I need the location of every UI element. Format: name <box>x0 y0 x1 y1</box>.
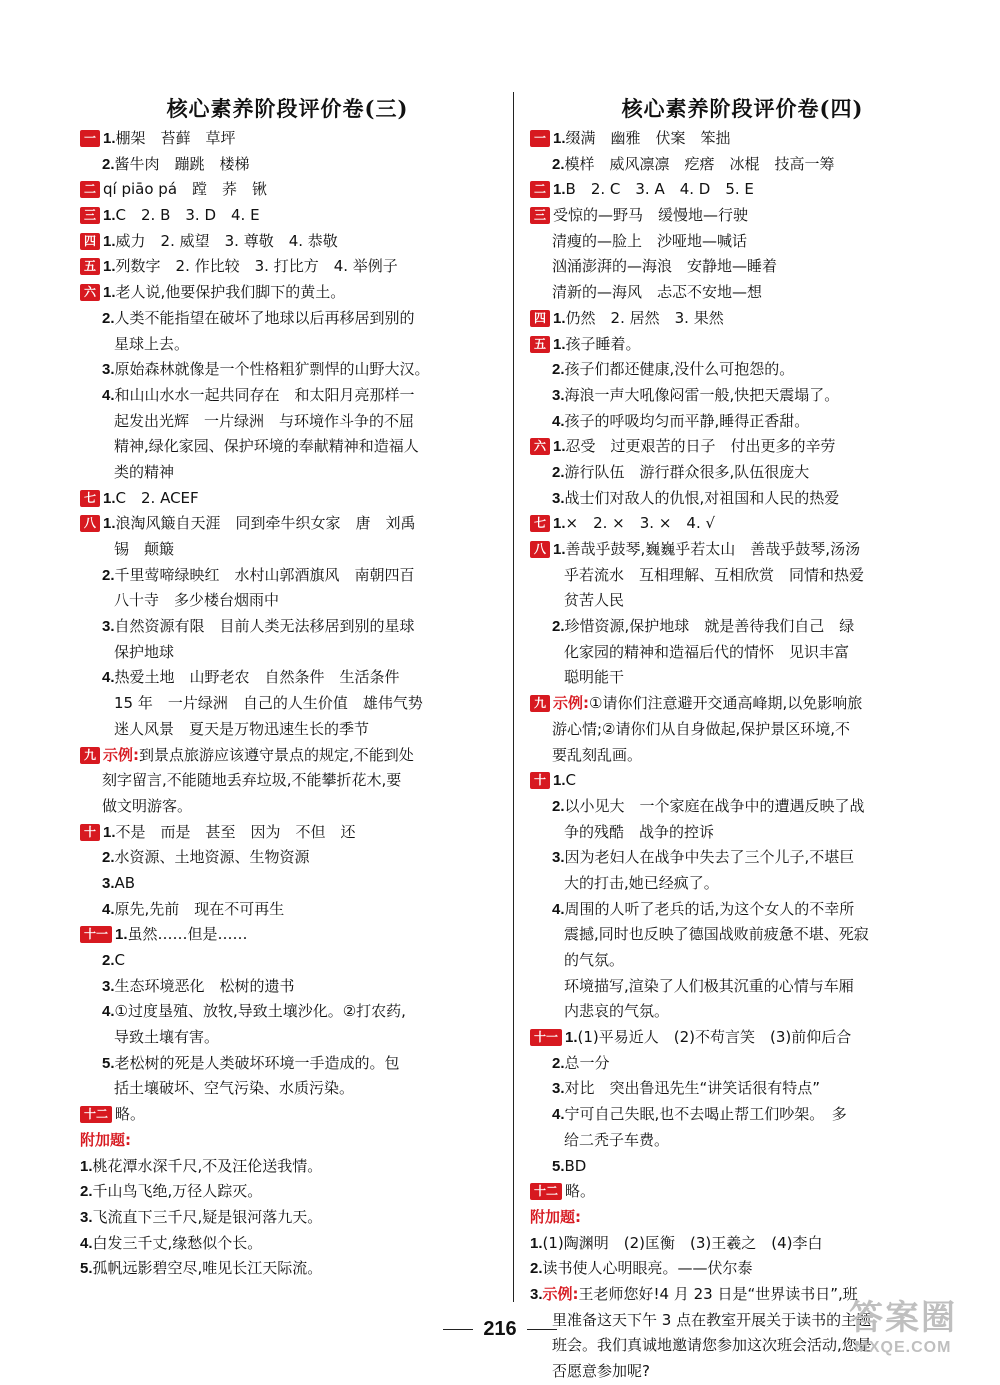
answer-text: 要乱刻乱画。 <box>552 745 643 764</box>
answer-line <box>80 1205 495 1231</box>
section-badge: 八 <box>80 515 100 532</box>
answer-line <box>80 588 495 614</box>
answer-text: 模样 威风凛凛 疙瘩 冰棍 技高一筹 <box>564 154 835 173</box>
answer-text: 对比 突出鲁迅先生“讲笑话很有特点” <box>564 1079 821 1098</box>
answer-text: 仍然 2. 居然 3. 果然 <box>565 308 724 327</box>
answer-text: 桃花潭水深千尺,不及汪伦送我情。 <box>92 1156 323 1175</box>
answer-text: 读书使人心明眼亮。——伏尔泰 <box>542 1259 753 1278</box>
question-number: 1. <box>553 309 566 327</box>
section-badge: 九 <box>530 695 550 712</box>
question-number: 1. <box>103 489 116 507</box>
answer-text: 的气氛。 <box>564 951 625 969</box>
answer-text: × 2. × 3. × 4. √ <box>565 514 716 533</box>
answer-text: 略。 <box>115 1105 146 1124</box>
answer-line <box>530 280 955 306</box>
question-number: 1. <box>565 1029 578 1047</box>
watermark-logo <box>828 1297 978 1367</box>
answer-text: 里准备这天下午 3 点在教室开展关于读书的主题 <box>552 1310 872 1329</box>
answer-text: ①过度垦殖、放牧,导致土壤沙化。②打农药, <box>114 1002 406 1021</box>
answer-text: 受惊的—野马 缓慢地—行驶 <box>553 206 749 225</box>
answer-line <box>80 871 495 897</box>
answer-text: 游行队伍 游行群众很多,队伍很庞大 <box>564 462 810 481</box>
section-badge: 七 <box>530 515 550 532</box>
answer-line <box>80 357 495 383</box>
answer-text: 热爱土地 山野老农 自然条件 生活条件 <box>114 668 400 687</box>
answer-line <box>530 588 955 614</box>
question-number: 5. <box>552 1157 565 1175</box>
answer-line <box>530 999 955 1025</box>
page-number-text: 216 <box>483 1318 517 1340</box>
section-badge: 四 <box>530 310 550 327</box>
answer-line <box>80 563 495 589</box>
answer-line <box>80 845 495 871</box>
answer-line <box>530 332 955 358</box>
answer-line <box>80 820 495 846</box>
answer-line <box>80 126 495 152</box>
answer-text: 导致土壤有害。 <box>114 1028 220 1047</box>
answer-line <box>530 383 955 409</box>
section-badge: 一 <box>530 130 550 147</box>
answer-line <box>530 871 955 897</box>
answer-text: B 2. C 3. A 4. D 5. E <box>565 180 754 199</box>
question-number: 3. <box>80 1208 93 1226</box>
answer-line <box>530 537 955 563</box>
answer-line <box>530 897 955 923</box>
column-divider <box>513 92 514 1302</box>
answer-line <box>530 409 955 435</box>
answer-line <box>530 1128 955 1154</box>
answer-line <box>530 486 955 512</box>
question-number: 4. <box>102 1003 115 1021</box>
watermark-logo-top: 答案圈 <box>849 1299 957 1337</box>
answer-text: 孩子睡着。 <box>565 334 641 353</box>
answer-text: 保护地球 <box>114 642 175 661</box>
answer-line <box>530 1051 955 1077</box>
answer-text: 精神,绿化家园、保护环境的奉献精神和造福人 <box>114 437 419 456</box>
answer-text: 酱牛肉 蹦跳 楼梯 <box>114 154 250 173</box>
page-number-dash-left <box>443 1329 473 1330</box>
answer-line <box>80 665 495 691</box>
left-column <box>80 92 495 1282</box>
answer-text: 原先,先前 现在不可再生 <box>114 899 285 918</box>
answer-text: (1)陶渊明 (2)匡衡 (3)王羲之 (4)李白 <box>542 1233 823 1252</box>
section-badge: 四 <box>80 233 100 250</box>
answer-text: 略。 <box>565 1182 596 1201</box>
answer-line <box>80 999 495 1025</box>
question-number: 2. <box>552 155 565 173</box>
question-number: 1. <box>530 1234 543 1252</box>
answer-text: 战士们对敌人的仇恨,对祖国和人民的热爱 <box>564 488 840 507</box>
answer-text: 否愿意参加呢? <box>552 1362 650 1380</box>
answer-text: 老人说,他要保护我们脚下的黄土。 <box>115 283 346 302</box>
question-number: 2. <box>102 952 115 969</box>
answer-text: 给二秃子车费。 <box>564 1130 670 1149</box>
right-answer-list <box>530 126 955 1385</box>
answer-line <box>80 486 495 512</box>
question-number: 3. <box>102 874 115 892</box>
answer-text: 老松树的死是人类破坏环境一手造成的。包 <box>114 1053 400 1072</box>
answer-line <box>530 460 955 486</box>
answer-line <box>530 152 955 178</box>
question-number: 4. <box>552 900 565 918</box>
answer-line <box>80 794 495 820</box>
answer-line <box>530 768 955 794</box>
extra-questions-heading: 附加题: <box>80 1130 131 1149</box>
answer-line <box>530 563 955 589</box>
question-number: 3. <box>102 361 115 379</box>
answer-text: 大的打击,她已经疯了。 <box>564 873 719 892</box>
answer-line <box>530 126 955 152</box>
answer-text: 缀满 幽雅 伏案 笨拙 <box>565 129 731 147</box>
answer-line <box>80 640 495 666</box>
answer-line <box>530 1025 955 1051</box>
answer-line <box>80 743 495 769</box>
answer-text: 内悲哀的气氛。 <box>564 1002 670 1021</box>
answer-text: 人类不能指望在破坏了地球以后再移居到别的 <box>114 308 415 327</box>
answer-line <box>80 897 495 923</box>
question-number: 3. <box>552 849 565 867</box>
answer-line <box>80 409 495 435</box>
section-badge: 十二 <box>80 1106 112 1123</box>
answer-text: 孩子的呼吸均匀而平静,睡得正香甜。 <box>564 411 810 430</box>
section-badge: 二 <box>530 181 550 198</box>
question-number: 1. <box>553 181 566 199</box>
question-number: 1. <box>553 515 566 533</box>
answer-line <box>530 948 955 974</box>
answer-line <box>80 434 495 460</box>
answer-line <box>80 717 495 743</box>
answer-text: 总一分 <box>564 1053 610 1072</box>
example-label: 示例: <box>553 694 590 713</box>
answer-line <box>80 1256 495 1282</box>
answer-text: 迷人风景 夏天是万物迅速生长的季节 <box>114 719 370 738</box>
answer-text: 乎若流水 互相理解、互相欣赏 同情和热爱 <box>564 565 865 584</box>
answer-text: 宁可自己失眠,也不去喝止帮工们吵架。 多 <box>564 1105 847 1124</box>
question-number: 4. <box>102 386 115 404</box>
answer-text: 王老师您好!4 月 23 日是“世界读书日”,班 <box>578 1284 858 1303</box>
answer-line <box>530 794 955 820</box>
answer-line <box>80 1179 495 1205</box>
answer-text: 威力 2. 威望 3. 尊敬 4. 恭敬 <box>115 231 338 250</box>
answer-text: 周围的人听了老兵的话,为这个女人的不幸所 <box>564 899 855 918</box>
answer-line <box>80 460 495 486</box>
question-number: 2. <box>80 1183 93 1201</box>
answer-text: ①请你们注意避开交通高峰期,以免影响旅 <box>589 694 863 713</box>
answer-text: 虽然……但是…… <box>127 925 248 944</box>
answer-line <box>530 1102 955 1128</box>
answer-text: 棚架 苔藓 草坪 <box>115 129 236 147</box>
answer-line <box>80 306 495 332</box>
answer-line <box>80 1051 495 1077</box>
question-number: 3. <box>552 489 565 507</box>
section-badge: 六 <box>80 284 100 301</box>
question-number: 1. <box>115 926 128 944</box>
answer-text: 括土壤破坏、空气污染、水质污染。 <box>114 1079 355 1098</box>
answer-text: 千山鸟飞绝,万径人踪灭。 <box>92 1182 263 1201</box>
answer-line <box>80 383 495 409</box>
answer-line <box>530 974 955 1000</box>
answer-line <box>530 691 955 717</box>
question-number: 1. <box>103 515 116 533</box>
answer-text: AB <box>114 873 136 892</box>
answer-text: 汹涌澎湃的—海浪 安静地—睡着 <box>552 257 778 276</box>
section-badge: 三 <box>530 207 550 224</box>
answer-text: 海浪一声大吼像闷雷一般,快把天震塌了。 <box>564 385 840 404</box>
answer-text: 星球上去。 <box>114 334 190 353</box>
question-number: 4. <box>80 1234 93 1252</box>
question-number: 5. <box>102 1054 115 1072</box>
answer-line <box>80 280 495 306</box>
answer-text: 类的精神 <box>114 462 175 481</box>
answer-line <box>530 665 955 691</box>
answer-line <box>80 1025 495 1051</box>
answer-line <box>530 1154 955 1180</box>
right-title: 核心素养阶段评价卷(四) <box>621 96 864 121</box>
question-number: 1. <box>103 232 116 250</box>
answer-line <box>80 152 495 178</box>
answer-text: 做文明游客。 <box>102 796 193 815</box>
answer-text: 15 年 一片绿洲 自己的人生价值 雄伟气势 <box>114 694 423 713</box>
answer-text: 八十寺 多少楼台烟雨中 <box>114 591 280 610</box>
answer-text: 清瘦的—脸上 沙哑地—喊话 <box>552 231 748 250</box>
answer-line <box>530 434 955 460</box>
question-number: 2. <box>552 361 565 379</box>
answer-line <box>530 845 955 871</box>
question-number: 2. <box>530 1260 543 1278</box>
question-number: 3. <box>552 1080 565 1098</box>
question-number: 1. <box>103 130 116 147</box>
section-badge: 六 <box>530 438 550 455</box>
answer-text: BD <box>564 1156 587 1175</box>
answer-text: 孩子们都还健康,没什么可抱怨的。 <box>564 360 795 379</box>
section-badge: 九 <box>80 747 100 764</box>
question-number: 4. <box>552 1106 565 1124</box>
answer-text: 忍受 过更艰苦的日子 付出更多的辛劳 <box>565 437 836 456</box>
answer-text: 以小见大 一个家庭在战争中的遭遇反映了战 <box>564 796 865 815</box>
answer-line <box>80 203 495 229</box>
question-number: 2. <box>552 618 565 636</box>
answer-line <box>530 511 955 537</box>
section-badge: 七 <box>80 490 100 507</box>
answer-line <box>80 511 495 537</box>
answer-line <box>530 203 955 229</box>
answer-line <box>80 1102 495 1128</box>
answer-text: 因为老妇人在战争中失去了三个儿子,不堪巨 <box>564 848 855 867</box>
answer-line <box>530 743 955 769</box>
answer-text: 千里莺啼绿映红 水村山郭酒旗风 南朝四百 <box>114 565 415 584</box>
question-number: 1. <box>553 130 566 147</box>
answer-line <box>530 640 955 666</box>
section-badge: 二 <box>80 181 100 198</box>
answer-line <box>530 177 955 203</box>
answer-line <box>530 820 955 846</box>
answer-text: 珍惜资源,保护地球 就是善待我们自己 绿 <box>564 617 855 636</box>
question-number: 2. <box>552 1054 565 1072</box>
answer-line <box>80 537 495 563</box>
question-number: 3. <box>102 977 115 995</box>
section-badge: 五 <box>530 336 550 353</box>
answer-line <box>80 948 495 974</box>
answer-text: 原始森林就像是一个性格粗犷剽悍的山野大汉。 <box>114 360 430 379</box>
answer-text: 贫苦人民 <box>564 591 625 610</box>
answer-line <box>80 229 495 255</box>
answer-text: 清新的—海风 忐忑不安地—想 <box>552 283 763 302</box>
answer-line <box>80 691 495 717</box>
answer-line <box>530 1179 955 1205</box>
answer-line <box>530 254 955 280</box>
question-number: 1. <box>80 1157 93 1175</box>
section-badge: 十 <box>80 824 100 841</box>
question-number: 1. <box>103 284 116 302</box>
extra-questions-heading: 附加题: <box>530 1207 581 1226</box>
section-badge: 一 <box>80 130 100 147</box>
answer-text: 班会。我们真诚地邀请您参加这次班会活动,您是 <box>552 1336 872 1355</box>
question-number: 2. <box>102 849 115 867</box>
answer-line <box>530 1076 955 1102</box>
answer-text: 善哉乎鼓琴,巍巍乎若太山 善哉乎鼓琴,汤汤 <box>565 540 861 558</box>
answer-line <box>80 1154 495 1180</box>
question-number: 2. <box>102 566 115 584</box>
answer-text: C <box>114 951 125 969</box>
left-answer-list <box>80 126 495 1282</box>
question-number: 1. <box>103 258 116 276</box>
answer-text: C 2. ACEF <box>115 488 199 507</box>
section-badge: 五 <box>80 258 100 275</box>
answer-line <box>80 1076 495 1102</box>
question-number: 1. <box>103 207 116 225</box>
answer-line <box>530 1231 955 1257</box>
answer-line <box>530 717 955 743</box>
answer-text: (1)平易近人 (2)不苟言笑 (3)前仰后合 <box>577 1028 852 1047</box>
question-number: 1. <box>553 541 566 558</box>
right-column <box>530 92 955 1385</box>
left-title: 核心素养阶段评价卷(三) <box>166 96 409 121</box>
question-number: 3. <box>552 386 565 404</box>
answer-text: 争的残酷 战争的控诉 <box>564 822 715 841</box>
section-badge: 八 <box>530 541 550 558</box>
answer-line <box>80 177 495 203</box>
answer-text: 浪淘风簸自天涯 同到牵牛织女家 唐 刘禹 <box>115 514 416 533</box>
answer-text: C <box>565 771 577 790</box>
question-number: 3. <box>102 618 115 636</box>
answer-text: 自然资源有限 目前人类无法移居到别的星球 <box>114 617 415 636</box>
answer-line <box>530 306 955 332</box>
question-number: 1. <box>553 772 566 790</box>
answer-text: 列数字 2. 作比较 3. 打比方 4. 举例子 <box>115 257 398 276</box>
answer-text: 白发三千丈,缘愁似个长。 <box>92 1233 263 1252</box>
answer-text: 和山山水水一起共同存在 和太阳月亮那样一 <box>114 385 415 404</box>
answer-line <box>80 332 495 358</box>
question-number: 2. <box>102 309 115 327</box>
answer-text: 孤帆远影碧空尽,唯见长江天际流。 <box>92 1259 323 1278</box>
answer-line <box>530 229 955 255</box>
question-number: 1. <box>553 438 566 456</box>
question-number: 1. <box>103 823 116 841</box>
answer-text: 刻字留言,不能随地丢弃垃圾,不能攀折花木,要 <box>102 771 402 790</box>
section-badge: 十 <box>530 772 550 789</box>
answer-line <box>80 974 495 1000</box>
example-label: 示例: <box>542 1284 579 1303</box>
answer-line <box>530 922 955 948</box>
answer-line <box>530 357 955 383</box>
section-badge: 十二 <box>530 1183 562 1200</box>
section-badge: 三 <box>80 207 100 224</box>
question-number: 2. <box>552 797 565 815</box>
example-label: 示例: <box>103 745 140 764</box>
answer-line <box>80 922 495 948</box>
section-badge: 十一 <box>80 926 112 943</box>
answer-line <box>530 1256 955 1282</box>
page-number-dash-right <box>527 1329 557 1330</box>
question-number: 1. <box>553 335 566 353</box>
answer-line <box>530 614 955 640</box>
answer-line <box>80 614 495 640</box>
answer-text: 化家园的精神和造福后代的情怀 见识丰富 <box>564 642 850 661</box>
section-badge: 十一 <box>530 1029 562 1046</box>
answer-text: qí piāo pá 蹚 荞 锹 <box>103 180 268 199</box>
answer-text: 起发出光辉 一片绿洲 与环境作斗争的不屈 <box>114 411 415 430</box>
answer-text: 水资源、土地资源、生物资源 <box>114 848 310 867</box>
question-number: 3. <box>530 1285 543 1303</box>
answer-line <box>80 254 495 280</box>
question-number: 2. <box>102 155 115 173</box>
answer-text: 锡 颠簸 <box>114 540 175 558</box>
question-number: 5. <box>80 1260 93 1278</box>
answer-text: 到景点旅游应该遵守景点的规定,不能到处 <box>139 745 414 764</box>
answer-line <box>80 1231 495 1257</box>
question-number: 2. <box>552 463 565 481</box>
answer-text: 环境描写,渲染了人们极其沉重的心情与车厢 <box>564 976 854 995</box>
question-number: 4. <box>102 900 115 918</box>
answer-text: C 2. B 3. D 4. E <box>115 206 260 225</box>
answer-line <box>80 768 495 794</box>
answer-text: 震撼,同时也反映了德国战败前疲惫不堪、死寂 <box>564 925 869 944</box>
answer-text: 不是 而是 甚至 因为 不但 还 <box>115 822 356 841</box>
answer-text: 聪明能干 <box>564 668 625 687</box>
answer-text: 游心情;②请你们从自身做起,保护景区环境,不 <box>552 719 851 738</box>
watermark-logo-bottom: MXQE.COM <box>854 1339 952 1356</box>
answer-text: 生态环境恶化 松树的遗书 <box>114 976 295 995</box>
question-number: 4. <box>102 669 115 687</box>
answer-text: 飞流直下三千尺,疑是银河落九天。 <box>92 1207 323 1226</box>
question-number: 4. <box>552 412 565 430</box>
